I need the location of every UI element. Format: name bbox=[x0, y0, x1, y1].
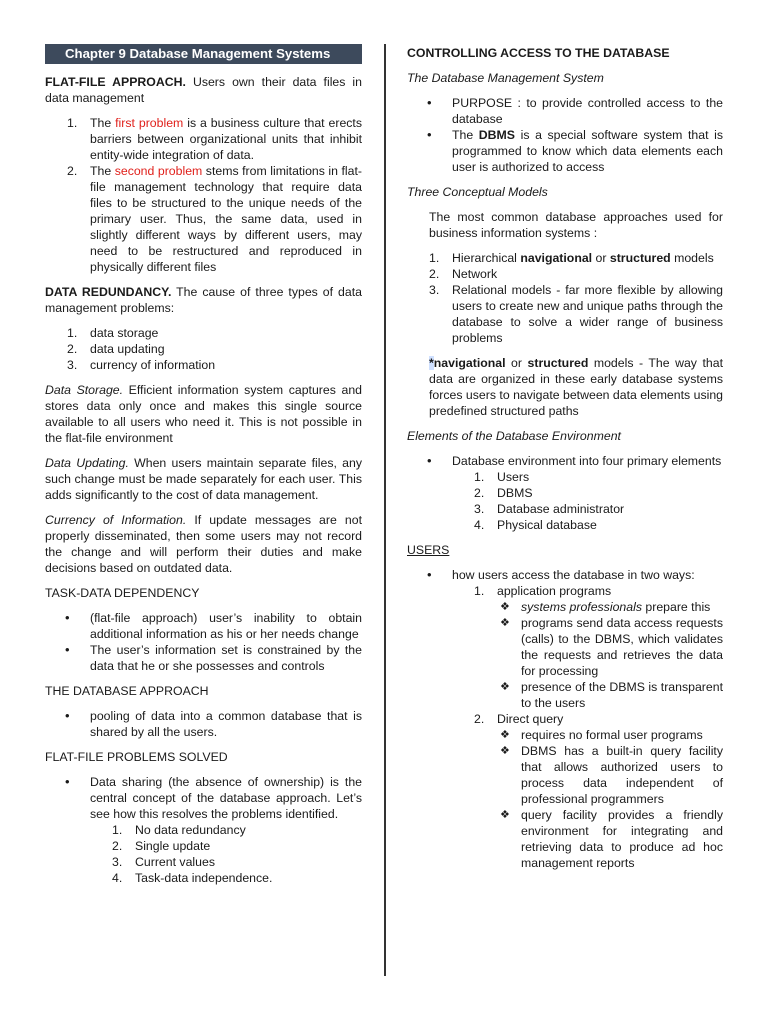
task-data-list bbox=[45, 610, 362, 674]
models-subheading: Three Conceptual Models bbox=[407, 185, 548, 199]
list-item: ❖ systems professionals prepare this bbox=[500, 600, 711, 614]
list-item: • PURPOSE : to provide controlled access to the database bbox=[427, 95, 723, 126]
list-item: 1. Users bbox=[474, 470, 530, 484]
flatfile-heading: FLAT-FILE APPROACH. bbox=[45, 75, 186, 89]
direct-query-points bbox=[497, 727, 723, 871]
flatfile-problems-list bbox=[45, 115, 362, 275]
list-item: ❖ presence of the DBMS is transparent to the users bbox=[500, 680, 723, 710]
list-item: 1. No data redundancy bbox=[112, 823, 246, 837]
problems-solved-heading: FLAT-FILE PROBLEMS SOLVED bbox=[45, 750, 228, 764]
list-item: • Data sharing (the absence of ownership) is the central concept of the database approach. Let’s see how this resolves the problems identified. 1. No data redundancy 2. Single update 3. Current values 4. Task-data independence. bbox=[65, 774, 362, 885]
list-item: ❖ requires no formal user programs bbox=[500, 728, 703, 742]
diamond-bullet-icon: ❖ bbox=[500, 729, 510, 741]
elements-subheading: Elements of the Database Environment bbox=[407, 429, 621, 443]
list-item: 2. DBMS bbox=[474, 486, 533, 500]
elements-list bbox=[407, 453, 723, 533]
solved-sublist bbox=[90, 822, 362, 886]
data-updating-paragraph: Data Updating. When users maintain separate files, any such change must be made separately for each user. This adds significantly to the cost of data management. bbox=[45, 456, 362, 502]
list-item: 1. Hierarchical navigational or structured models bbox=[429, 251, 714, 265]
redundancy-heading: DATA REDUNDANCY. bbox=[45, 285, 172, 299]
list-item: 3. Database administrator bbox=[474, 502, 625, 516]
dbms-list bbox=[407, 95, 723, 175]
list-item: 1. application programs ❖ systems professionals prepare this ❖ programs send data access requests (calls) to the DBMS, which validates the requests and retrieves the data for processing ❖ presence of the DBMS is transparent to the users bbox=[474, 584, 723, 710]
column-divider bbox=[384, 44, 386, 976]
navigational-note: *navigational or structured models - The way that data are organized in these early database systems forces users to navigate between data elements using predefined structured paths bbox=[429, 356, 723, 418]
list-item: 2. The second problem stems from limitations in flat-file management technology that require data files to be structured to the unique needs of the primary user. Thus, the same data, used in slightly different ways by different users, may need to be restructured and reproduced in physically different files bbox=[67, 164, 362, 274]
list-item: • Database environment into four primary elements 1. Users 2. DBMS 3. Database administrator 4. Physical database bbox=[427, 453, 722, 532]
users-list bbox=[407, 567, 723, 871]
list-item: ❖ programs send data access requests (calls) to the DBMS, which validates the requests and retrieves the data for processing bbox=[500, 616, 723, 678]
list-item: 3. Current values bbox=[112, 855, 215, 869]
database-approach-heading: THE DATABASE APPROACH bbox=[45, 684, 209, 698]
list-item: 2. data updating bbox=[67, 342, 165, 356]
list-item: 4. Task-data independence. bbox=[112, 871, 273, 885]
left-column bbox=[45, 44, 362, 895]
chapter-title: Chapter 9 Database Management Systems bbox=[45, 44, 362, 64]
list-item: • The DBMS is a special software system that is programmed to know which data elements each user is authorized to access bbox=[427, 127, 723, 174]
models-list bbox=[407, 250, 723, 346]
diamond-bullet-icon: ❖ bbox=[500, 617, 510, 629]
redundancy-paragraph: DATA REDUNDANCY. The cause of three types of data management problems: bbox=[45, 285, 362, 315]
diamond-bullet-icon: ❖ bbox=[500, 745, 510, 757]
elements-sublist bbox=[452, 469, 723, 533]
application-programs-points bbox=[497, 599, 723, 711]
list-item: 1. data storage bbox=[67, 326, 159, 340]
currency-paragraph: Currency of Information. If update messages are not properly disseminated, then some users may not record the change and will perform their duties and make decisions based on outdated data. bbox=[45, 513, 362, 575]
data-storage-paragraph: Data Storage. Efficient information system captures and stores data only once and makes this single source available to all users who need it. This is not possible in the flat-file environment bbox=[45, 383, 362, 445]
list-item: 3. Relational models - far more flexible by allowing users to create new and unique paths through the database to solve a wider range of business problems bbox=[429, 283, 723, 345]
list-item: • how users access the database in two ways: 1. application programs ❖ systems professionals prepare this ❖ programs send data access requests (calls) to the DBMS, which validates the requests and retrieves the data for processing ❖ presence of the DBMS is transparent to the users 2. Direct query ❖ requires no formal user programs ❖ DBMS has a built-in query facility that allows authorized users to process data independent of professional programmers ❖ query facility provides a friendly environment for integrating and retrieving data to produce ad hoc management reports bbox=[427, 567, 723, 870]
redundancy-list bbox=[45, 325, 362, 373]
list-item: • (flat-file approach) user’s inability to obtain additional information as his or her needs change bbox=[65, 610, 362, 641]
list-item: 2. Network bbox=[429, 267, 498, 281]
dbms-subheading: The Database Management System bbox=[407, 71, 604, 85]
list-item: 4. Physical database bbox=[474, 518, 597, 532]
database-approach-list bbox=[45, 708, 362, 740]
diamond-bullet-icon: ❖ bbox=[500, 809, 510, 821]
list-item: 2. Direct query ❖ requires no formal user programs ❖ DBMS has a built-in query facility that allows authorized users to process data independent of professional programmers ❖ query facility provides a friendly environment for integrating and retrieving data to produce ad hoc management reports bbox=[474, 712, 723, 870]
diamond-bullet-icon: ❖ bbox=[500, 681, 510, 693]
list-item: 2. Single update bbox=[112, 839, 211, 853]
right-column bbox=[407, 44, 723, 880]
list-item: • The user’s information set is constrained by the data that he or she possesses and controls bbox=[65, 642, 362, 673]
task-data-heading: TASK-DATA DEPENDENCY bbox=[45, 586, 200, 600]
list-item: ❖ query facility provides a friendly environment for integrating and retrieving data to produce ad hoc management reports bbox=[500, 808, 723, 870]
flatfile-paragraph: FLAT-FILE APPROACH. Users own their data files in data management bbox=[45, 75, 362, 105]
access-ways-list bbox=[452, 583, 723, 871]
list-item: ❖ DBMS has a built-in query facility that allows authorized users to process data independent of professional programmers bbox=[500, 744, 723, 806]
problems-solved-list bbox=[45, 774, 362, 886]
list-item: • pooling of data into a common database that is shared by all the users. bbox=[65, 708, 362, 739]
users-heading: USERS bbox=[407, 543, 450, 557]
list-item: 1. The first problem is a business culture that erects barriers between organizational units that inhibit entity-wide integration of data. bbox=[67, 116, 363, 162]
list-item: 3. currency of information bbox=[67, 358, 216, 372]
models-intro: The most common database approaches used for business information systems : bbox=[429, 210, 723, 240]
diamond-bullet-icon: ❖ bbox=[500, 601, 510, 613]
access-heading: CONTROLLING ACCESS TO THE DATABASE bbox=[407, 46, 670, 60]
